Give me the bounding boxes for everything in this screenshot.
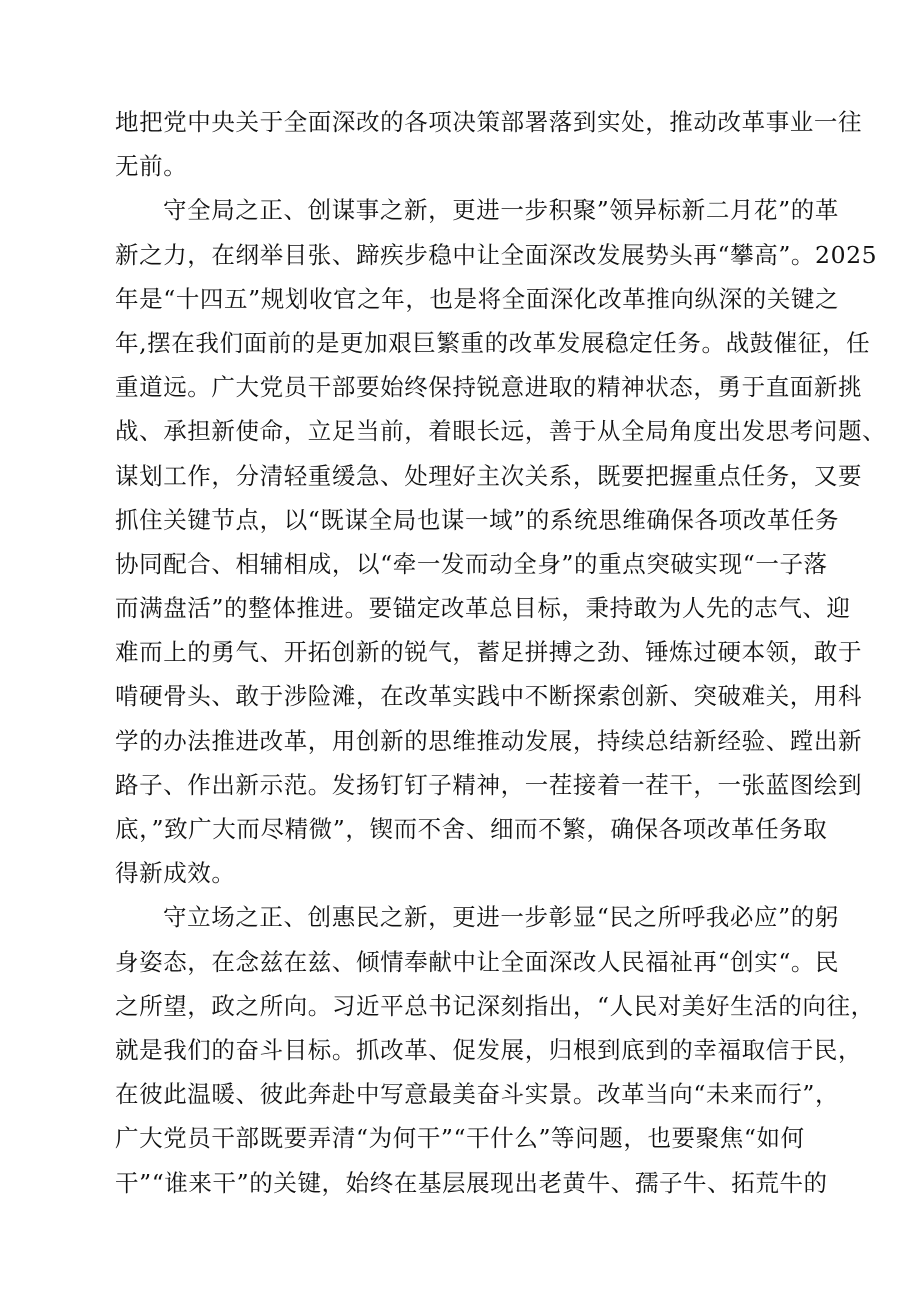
paragraph-2 — [115, 188, 887, 895]
text-line: 年是“十四五”规划收官之年，也是将全面深化改革推向纵深的关键之 — [115, 284, 840, 313]
text-line: 而满盘活”的整体推进。要锚定改革总目标，秉持敢为人先的志气、迎 — [115, 594, 851, 623]
text-line: 抓住关键节点，以“既谋全局也谋一域”的系统思维确保各项改革任务 — [115, 505, 840, 534]
text-line: 之所望，政之所向。习近平总书记深刻指出，“人民对美好生活的向往， — [115, 991, 875, 1020]
text-line: 谋划工作，分清轻重缓急、处理好主次关系，既要把握重点任务，又要 — [115, 461, 863, 490]
text-line: 学的办法推进改革，用创新的思维推动发展，持续总结新经验、蹚出新 — [115, 726, 863, 755]
text-line: 得新成效。 — [115, 859, 236, 888]
text-line: 战、承担新使命，立足当前，着眼长远，善于从全局角度出发思考问题、 — [115, 417, 887, 446]
text-line: 协同配合、相辅相成，以“牵一发而动全身”的重点突破实现“一子落 — [115, 549, 828, 578]
text-line: 身姿态，在念兹在兹、倾情奉献中让全面深改人民福祉再“创实“。民 — [115, 947, 840, 976]
text-line: 路子、作出新示范。发扬钉钉子精神，一茬接着一茬干，一张蓝图绘到 — [115, 770, 863, 799]
text-line: 干”“谁来干”的关键，始终在基层展现出老黄牛、孺子牛、拓荒牛的 — [115, 1168, 828, 1197]
text-line: 守全局之正、创谋事之新，更进一步积聚”领异标新二月花”的革 — [163, 196, 839, 225]
text-line: 难而上的勇气、开拓创新的锐气，蓄足拼搏之劲、锤炼过硬本领，敢于 — [115, 638, 863, 667]
text-line: 在彼此温暖、彼此奔赴中写意最美奋斗实景。改革当向“未来而行”， — [115, 1080, 840, 1109]
paragraph-3 — [115, 895, 875, 1204]
text-line: 年,摆在我们面前的是更加艰巨繁重的改革发展稳定任务。战鼓催征，任 — [115, 328, 871, 357]
text-line: 广大党员干部既要弄清“为何干”“干什么”等问题，也要聚焦“如何 — [115, 1124, 805, 1153]
paragraph-1 — [115, 100, 863, 188]
text-line: 就是我们的奋斗目标。抓改革、促发展，归根到底到的幸福取信于民， — [115, 1035, 863, 1064]
text-line: 守立场之正、创惠民之新，更进一步彰显“民之所呼我必应”的躬 — [163, 903, 839, 932]
text-line: 无前。 — [115, 152, 188, 181]
text-line: 新之力，在纲举目张、蹄疾步稳中让全面深改发展势头再“攀高”。2025 — [115, 240, 878, 269]
text-line: 啃硬骨头、敢于涉险滩，在改革实践中不断探索创新、突破难关，用科 — [115, 682, 863, 711]
text-line: 底，”致广大而尽精微”，锲而不舍、细而不繁，确保各项改革任务取 — [115, 815, 828, 843]
text-line: 重道远。广大党员干部要始终保持锐意进取的精神状态，勇于直面新挑 — [115, 373, 863, 402]
text-line: 地把党中央关于全面深改的各项决策部署落到实处，推动改革事业一往 — [115, 108, 863, 136]
